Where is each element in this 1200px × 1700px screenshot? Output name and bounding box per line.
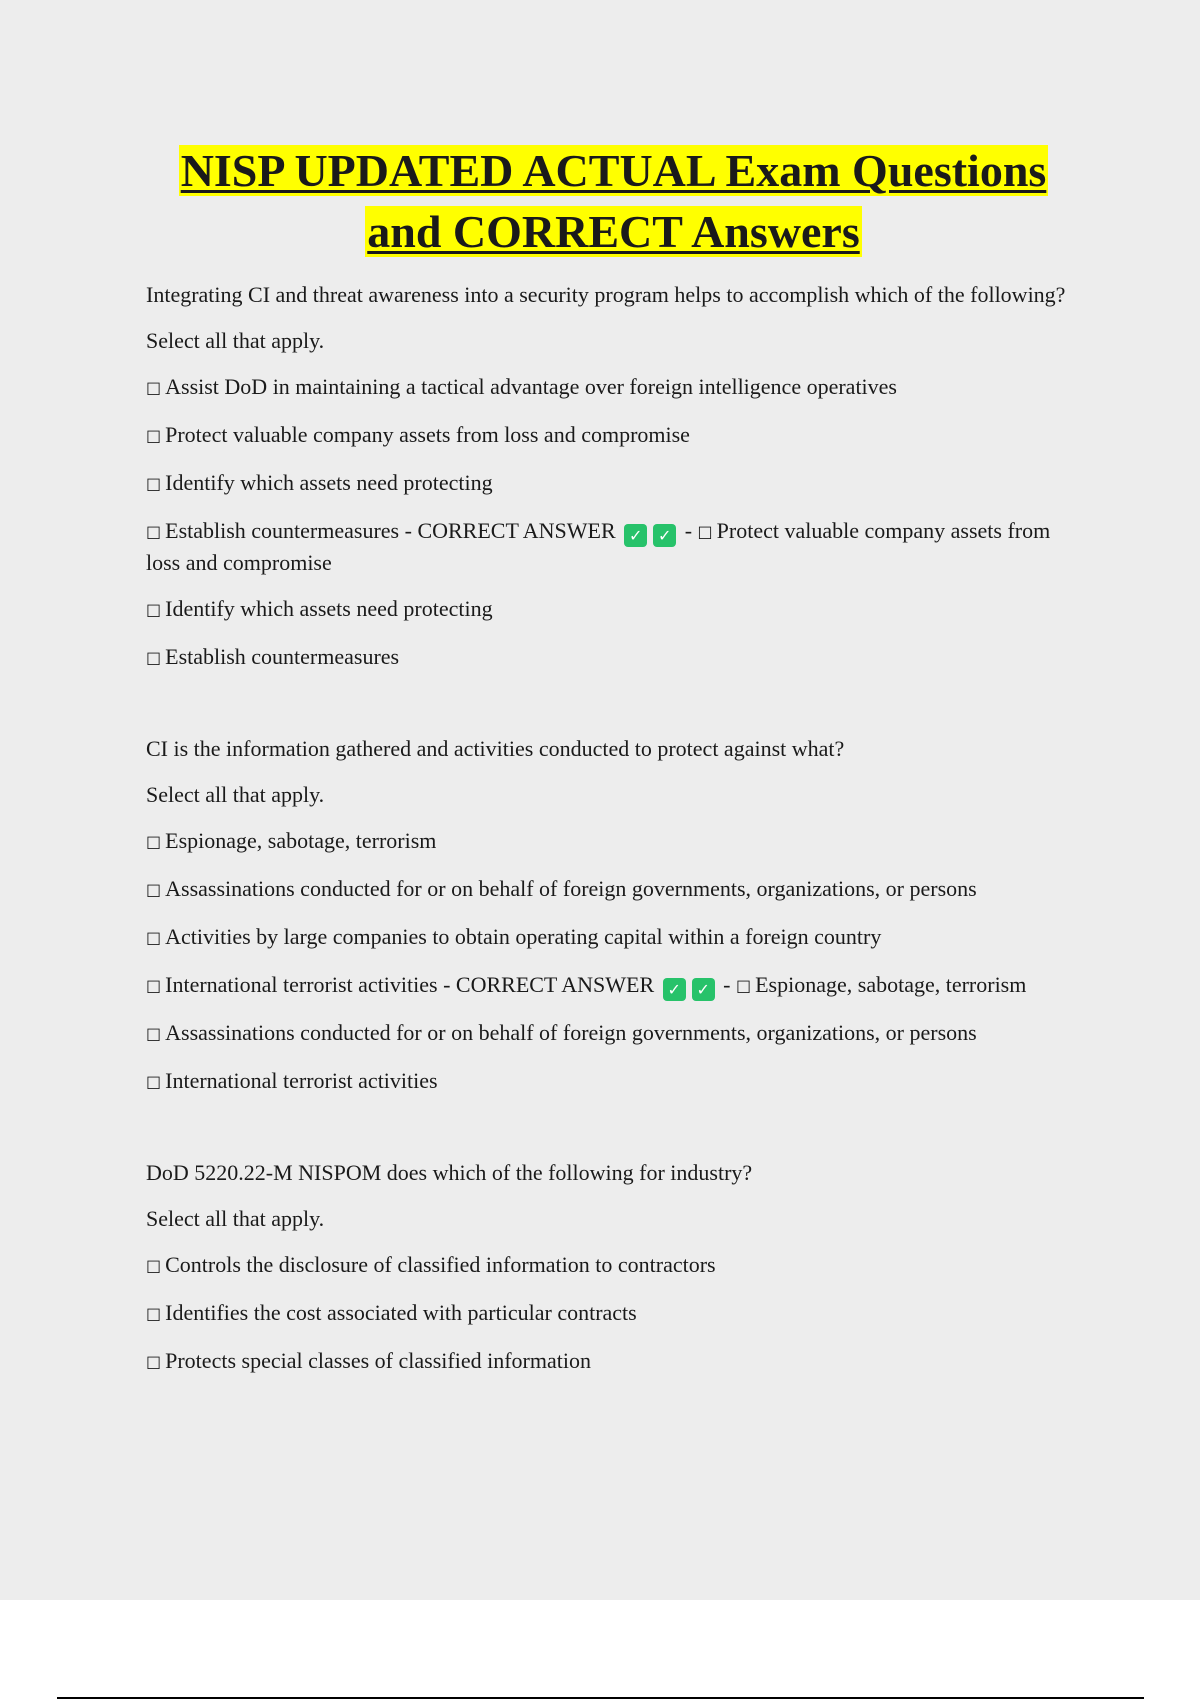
checkbox-icon: □ — [735, 976, 752, 995]
question-instruction: Select all that apply. — [146, 328, 325, 353]
correct-answer-line: □ International terrorist activities - CORRECT ANSWER ✓ ✓ - □ Espionage, sabotage, terrorism — [146, 972, 1027, 999]
option-item: □ Activities by large companies to obtain operating capital within a foreign country — [146, 924, 882, 949]
correct-answer-line: □ Establish countermeasures - CORRECT ANSWER ✓ ✓ - □ Protect valuable company assets from loss and compromise — [146, 518, 1051, 575]
checkbox-icon: □ — [146, 522, 162, 541]
answer-item: □ Identify which assets need protecting — [146, 596, 493, 621]
check-mark-icon: ✓ — [663, 978, 686, 1001]
option-item: □ Identify which assets need protecting — [146, 470, 493, 495]
question-instruction: Select all that apply. — [146, 782, 325, 807]
check-mark-icon: ✓ — [624, 524, 647, 547]
check-mark-icon: ✓ — [692, 978, 715, 1001]
checkbox-icon: □ — [146, 378, 162, 397]
checkbox-icon: □ — [146, 426, 162, 445]
checkbox-icon: □ — [146, 1024, 162, 1043]
check-mark-icon: ✓ — [653, 524, 676, 547]
document-title — [146, 140, 1081, 262]
option-item: □ Protect valuable company assets from loss and compromise — [146, 422, 690, 447]
option-item: □ Protects special classes of classified information — [146, 1348, 591, 1373]
question-block-1 — [146, 280, 1081, 674]
checkbox-icon: □ — [146, 976, 162, 995]
question-prompt: Integrating CI and threat awareness into a security program helps to accomplish which of the following? — [146, 282, 1066, 307]
option-item: □ Identifies the cost associated with particular contracts — [146, 1300, 637, 1325]
checkbox-icon: □ — [146, 648, 162, 667]
title-line-1: NISP UPDATED ACTUAL Exam Questions — [180, 145, 1047, 196]
checkbox-icon: □ — [146, 1072, 162, 1091]
checkbox-icon: □ — [146, 1304, 162, 1323]
question-instruction: Select all that apply. — [146, 1206, 325, 1231]
footer-divider — [57, 1697, 1144, 1699]
document-content — [146, 140, 1081, 1394]
checkbox-icon: □ — [146, 832, 162, 851]
checkbox-icon: □ — [146, 928, 162, 947]
question-prompt: CI is the information gathered and activities conducted to protect against what? — [146, 736, 845, 761]
checkbox-icon: □ — [146, 600, 162, 619]
checkbox-icon: □ — [697, 522, 713, 541]
title-line-2: and CORRECT Answers — [367, 206, 860, 257]
checkbox-icon: □ — [146, 1352, 162, 1371]
question-block-2 — [146, 734, 1081, 1098]
question-prompt: DoD 5220.22-M NISPOM does which of the following for industry? — [146, 1160, 753, 1185]
answer-item: □ International terrorist activities — [146, 1068, 438, 1093]
answer-item: □ Assassinations conducted for or on behalf of foreign governments, organizations, or persons — [146, 1020, 977, 1045]
option-item: □ Assist DoD in maintaining a tactical advantage over foreign intelligence operatives — [146, 374, 897, 399]
checkbox-icon: □ — [146, 880, 162, 899]
option-item: □ Espionage, sabotage, terrorism — [146, 828, 437, 853]
checkbox-icon: □ — [146, 474, 162, 493]
option-item: □ Controls the disclosure of classified information to contractors — [146, 1252, 716, 1277]
option-item: □ Assassinations conducted for or on behalf of foreign governments, organizations, or persons — [146, 876, 977, 901]
answer-item: □ Establish countermeasures — [146, 644, 400, 669]
question-block-3 — [146, 1158, 1081, 1378]
checkbox-icon: □ — [146, 1256, 162, 1275]
